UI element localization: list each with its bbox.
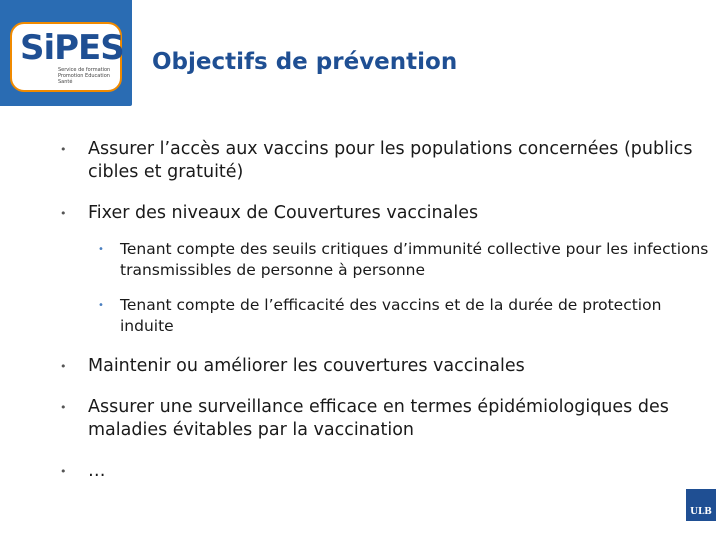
- bullet-item: [60, 396, 710, 442]
- logo-panel: [0, 0, 132, 106]
- bullet-list: [60, 138, 710, 501]
- bullet-item: [60, 202, 710, 225]
- bullet-item: [60, 355, 710, 378]
- bullet-text: Assurer une surveillance efficace en termes épidémiologiques des maladies évitables par la vaccination: [88, 397, 669, 440]
- bullet-icon: •: [60, 360, 67, 373]
- sub-bullet-text: Tenant compte des seuils critiques d’immunité collective pour les infections transmissibles de personne à personne: [120, 240, 709, 279]
- bullet-item: [60, 460, 710, 483]
- sub-bullet-item: [60, 295, 710, 337]
- sub-bullet-text: Tenant compte de l’efficacité des vaccins et de la durée de protection induite: [120, 296, 662, 335]
- bullet-icon: •: [60, 465, 67, 478]
- logo-subtitle: Service de formation Promotion Education Santé: [58, 67, 111, 85]
- bullet-icon: •: [60, 207, 67, 220]
- sub-bullet-icon: •: [98, 244, 104, 255]
- bullet-text: Fixer des niveaux de Couvertures vaccinales: [88, 203, 479, 223]
- bullet-text: Maintenir ou améliorer les couvertures vaccinales: [88, 356, 525, 376]
- bullet-icon: •: [60, 401, 67, 414]
- bullet-text: Assurer l’accès aux vaccins pour les populations concernées (publics cibles et gratuité): [88, 139, 693, 182]
- page-title: Objectifs de prévention: [152, 49, 458, 75]
- sub-bullet-item: [60, 239, 710, 281]
- sub-bullet-icon: •: [98, 300, 104, 311]
- bullet-text: …: [88, 461, 106, 481]
- ulb-logo: ULB: [686, 489, 716, 521]
- bullet-item: [60, 138, 710, 184]
- sipes-logo: [10, 22, 122, 92]
- bullet-icon: •: [60, 143, 67, 156]
- logo-text: SiPES: [20, 28, 124, 68]
